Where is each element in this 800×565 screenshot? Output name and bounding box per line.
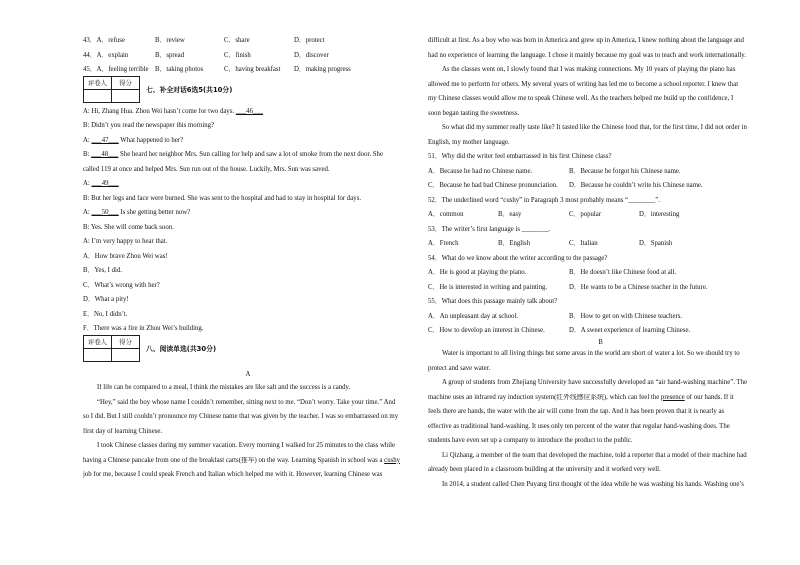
option-a: A．An unpleasant day at school. <box>428 312 519 320</box>
section-7-title: 七、补全对话6选5(共10分) <box>146 86 233 94</box>
question-53: 53．The writer’s first language is ________. <box>428 225 551 233</box>
option-d: D．making progress <box>294 66 351 73</box>
grader-table <box>83 76 140 103</box>
option-c: C．having breakfast <box>224 66 281 73</box>
dialogue-line: A: ___50___ Is she getting better now? <box>83 209 191 216</box>
question-52: 52．The underlined word “cushy” in Paragraph 3 most probably means “________”. <box>428 196 660 204</box>
grader-table <box>83 335 140 362</box>
passage-line: my Chinese classes would allow me to speak Chinese well. As the teachers helped me build up the confidence, I <box>428 95 734 102</box>
passage-line: having a Chinese pancake from one of the breakfast carts(推车) on the way. Learning Spanish in school was a cushy <box>83 456 401 464</box>
dialogue-option: C．What’s wrong with her? <box>83 281 160 289</box>
score-label: 得分 <box>112 335 140 348</box>
dialogue-line: B: Yes. She will come back soon. <box>83 223 174 231</box>
left-column <box>83 37 413 479</box>
passage-line: machine uses an infrared ray induction system(红外线感应系统), which can feel the presence of our hands. If it <box>428 393 734 401</box>
passage-line: Water is important to all living things but some areas in the world are short of water a lot. So we should try to <box>442 350 740 357</box>
option-a: A．French <box>428 240 459 247</box>
dialogue-line: A: Hi, Zhang Hua. Zhou Wei hasn’t come for two days. ___46___ <box>83 107 264 115</box>
passage-line: had no experience of learning the language. I chose it mainly because my goal was to teach and work internationally. <box>428 51 746 59</box>
option-c: C．finish <box>224 51 251 59</box>
question-43 <box>83 37 413 45</box>
grader-label: 评卷人 <box>84 76 112 89</box>
dialogue-option: A．How brave Zhou Wei was! <box>83 252 168 260</box>
question-51-options-row2 <box>428 182 773 190</box>
option-b: B．easy <box>498 211 522 218</box>
option-d: D．interesting <box>639 211 680 218</box>
passage-line: If life can be compared to a meal, I think the mistakes are like salt and the success is a candy. <box>97 384 351 391</box>
question-45 <box>83 66 413 74</box>
passage-b-label: B <box>598 338 603 346</box>
option-a: A．common <box>428 211 464 218</box>
question-51: 51．Why did the writer feel embarrassed in his first Chinese class? <box>428 153 612 160</box>
passage-line: difficult at first. As a boy who was born in America and grew up in America, I knew nothing about the language and <box>428 37 744 44</box>
passage-line: A group of students from Zhejiang University have successfully developed an “air hand-washing machine”. The <box>442 379 748 386</box>
option-d: D．protect <box>294 37 325 44</box>
option-d: D．Spanish <box>639 240 673 247</box>
dialogue-option: F．There was a fire in Zhou Wei’s building. <box>83 325 204 332</box>
passage-line: first day of learning Chinese. <box>83 427 163 435</box>
question-54-options-row2 <box>428 284 773 292</box>
question-55-options-row2 <box>428 327 773 335</box>
dialogue-line: A: ___47___ What happened to her? <box>83 136 184 144</box>
passage-a-label: A <box>245 370 251 378</box>
option-b: B．taking photos <box>155 66 204 73</box>
passage-line: students have even set up a company to introduce the product to the public. <box>428 437 633 444</box>
passage-line: soon began tasting the sweetness. <box>428 109 520 117</box>
question-54-options-row1 <box>428 269 773 277</box>
right-column <box>428 37 773 488</box>
question-52-options <box>428 211 773 219</box>
question-44 <box>83 52 413 60</box>
option-d: D．discover <box>294 51 329 59</box>
passage-line: English, my mother language. <box>428 138 510 146</box>
dialogue-line: B: But her legs and face were burned. She was sent to the hospital and had to stay in hospital for days. <box>83 194 362 202</box>
option-a: 44．A．explain <box>83 51 129 59</box>
question-55-options-row1 <box>428 313 773 321</box>
passage-line: protect and save water. <box>428 364 491 372</box>
passage-line: As the classes went on, I slowly found that I was making connections. My 10 years of playing the piano has <box>442 66 736 73</box>
option-d: D．Because he couldn’t write his Chinese name. <box>569 182 703 189</box>
passage-line: job for me, because I could speak French and Italian which helped me with it. However, learning Chinese was <box>83 471 383 478</box>
option-d: D．A sweet experience of learning Chinese. <box>569 327 691 334</box>
option-c: C．Because he had bad Chinese pronunciation. <box>428 182 558 189</box>
question-55: 55．What does this passage mainly talk about? <box>428 298 558 305</box>
option-d: D．He wants to be a Chinese teacher in the future. <box>569 283 708 291</box>
passage-line: Li Qizhang, a member of the team that developed the machine, told a reporter that a model of their machine had <box>442 451 747 459</box>
dialogue-option: E．No, I didn’t. <box>83 310 128 318</box>
dialogue-line: A: ___49___ <box>83 180 119 187</box>
option-b: B．spread <box>155 51 185 59</box>
question-51-options-row1 <box>428 168 773 176</box>
passage-line: So what did my summer really taste like? It tasted like the Chinese food that, for the first time, I did not order in <box>442 124 747 131</box>
passage-line: allowed me to perform for others. My several years of writing has led me to become a school reporter. I knew that <box>428 80 739 88</box>
passage-line: I took Chinese classes during my summer vacation. Every morning I walked for 25 minutes to the class while <box>97 442 396 449</box>
passage-line: so I did. But I still couldn’t pronounce my Chinese name that was given by the teacher. I was so embarrassed on my <box>83 413 399 420</box>
dialogue-option: B．Yes, I did. <box>83 267 122 274</box>
option-c: C．He is interested in writing and painting. <box>428 283 548 291</box>
option-a: 45．A．feeling terrible <box>83 66 149 73</box>
option-a: A．He is good at playing the piano. <box>428 269 527 276</box>
grader-label: 评卷人 <box>84 335 112 348</box>
dialogue-line: A: I’m very happy to hear that. <box>83 238 168 245</box>
question-53-options <box>428 240 773 248</box>
passage-line: already been placed in a classroom building at the university and it worked very well. <box>428 466 661 473</box>
option-a: 43．A．refuse <box>83 37 125 44</box>
option-b: B．review <box>155 37 185 44</box>
passage-line: In 2014, a student called Chen Puyang first thought of the idea while he was washing his hands. Washing one’s <box>442 480 744 488</box>
dialogue-line: called 119 at once and helped Mrs. Sun run out of the house. Luckily, Mrs. Sun was saved. <box>83 165 330 173</box>
option-b: B．Because he forgot his Chinese name. <box>569 167 681 175</box>
option-b: B．How to get on with Chinese teachers. <box>569 312 683 320</box>
option-b: B．He doesn’t like Chinese food at all. <box>569 269 677 276</box>
score-box-section-7 <box>83 74 413 105</box>
section-8-title: 八、阅读单选(共30分) <box>146 345 217 353</box>
option-b: B．English <box>498 240 531 247</box>
option-c: C．popular <box>569 211 602 218</box>
score-box-section-8 <box>83 333 413 364</box>
question-54: 54．What do we know about the writer according to the passage? <box>428 254 608 262</box>
option-c: C．How to develop an interest in Chinese. <box>428 327 545 334</box>
option-a: A．Because he had no Chinese name. <box>428 167 533 175</box>
dialogue-line: B: ___48___ She heard her neighbor Mrs. Sun calling for help and saw a lot of smoke from the next door. She <box>83 151 383 158</box>
dialogue-option: D．What a pity! <box>83 296 129 303</box>
option-c: C．share <box>224 37 250 44</box>
option-c: C．Italian <box>569 240 598 247</box>
score-label: 得分 <box>112 76 140 89</box>
dialogue-line: B: Didn’t you read the newspaper this morning? <box>83 122 215 129</box>
passage-line: “Hey,” said the boy whose name I couldn’t remember, sitting next to me. “Don’t worry. Take your time.” And <box>97 398 396 406</box>
passage-line: effective as traditional hand-washing. It uses only ten percent of the water that regular hand-washing does. The <box>428 422 730 430</box>
passage-line: feels there are hands, the water with the air will come from the tap. And it has been proven that it is nearly as <box>428 408 725 415</box>
